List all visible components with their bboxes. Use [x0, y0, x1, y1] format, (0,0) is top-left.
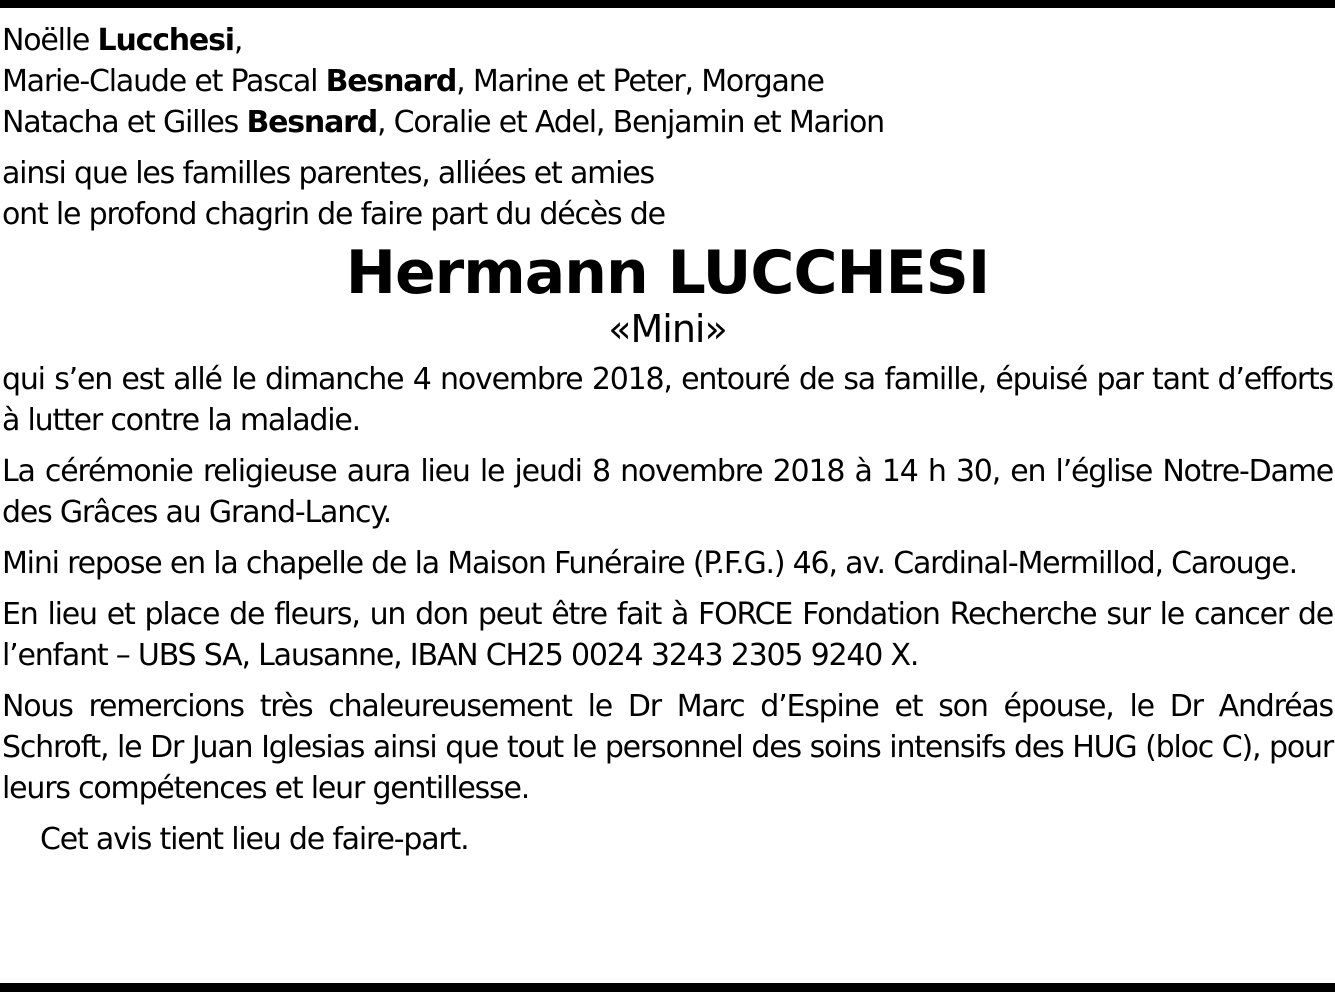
- family-line: Natacha et Gilles Besnard, Coralie et Adel, Benjamin et Marion: [2, 105, 884, 140]
- deceased-nickname: «Mini»: [608, 307, 727, 351]
- deceased-name: Hermann LUCCHESI: [345, 238, 990, 308]
- obituary-notice: [2, 20, 1333, 860]
- paragraph-chapel: Mini repose en la chapelle de la Maison Funéraire (P.F.G.) 46, av. Cardinal-Mermillod, Carouge.: [2, 546, 1297, 581]
- intro-line: ont le profond chagrin de faire part du décès de: [2, 197, 665, 232]
- closing-note: Cet avis tient lieu de faire-part.: [40, 822, 469, 857]
- family-line: Marie-Claude et Pascal Besnard, Marine et Peter, Morgane: [2, 64, 824, 99]
- paragraph-death: qui s’en est allé le dimanche 4 novembre 2018, entouré de sa famille, épuisé par tant d’efforts à lutter contre la maladie.: [2, 362, 1333, 438]
- intro-line: ainsi que les familles parentes, alliées et amies: [2, 156, 654, 191]
- paragraph-thanks: Nous remercions très chaleureusement le Dr Marc d’Espine et son épouse, le Dr Andréas Schroft, le Dr Juan Iglesias ainsi que tout le personnel des soins intensifs des HUG (bloc C), pour leurs compétences et leur gentillesse.: [2, 689, 1333, 806]
- family-surname: Lucchesi: [97, 23, 234, 58]
- family-list: [2, 20, 1333, 143]
- paragraph-ceremony: La cérémonie religieuse aura lieu le jeudi 8 novembre 2018 à 14 h 30, en l’église Notre-Dame des Grâces au Grand-Lancy.: [2, 454, 1333, 530]
- top-rule: [0, 0, 1335, 8]
- family-surname: Besnard: [325, 64, 457, 99]
- bottom-rule: [0, 983, 1335, 992]
- intro-text: [2, 153, 1333, 235]
- paragraph-donation: En lieu et place de fleurs, un don peut être fait à FORCE Fondation Recherche sur le cancer de l’enfant – UBS SA, Lausanne, IBAN CH25 0024 3243 2305 9240 X.: [2, 597, 1333, 673]
- family-surname: Besnard: [246, 105, 377, 140]
- family-line: Noëlle Lucchesi,: [2, 23, 243, 58]
